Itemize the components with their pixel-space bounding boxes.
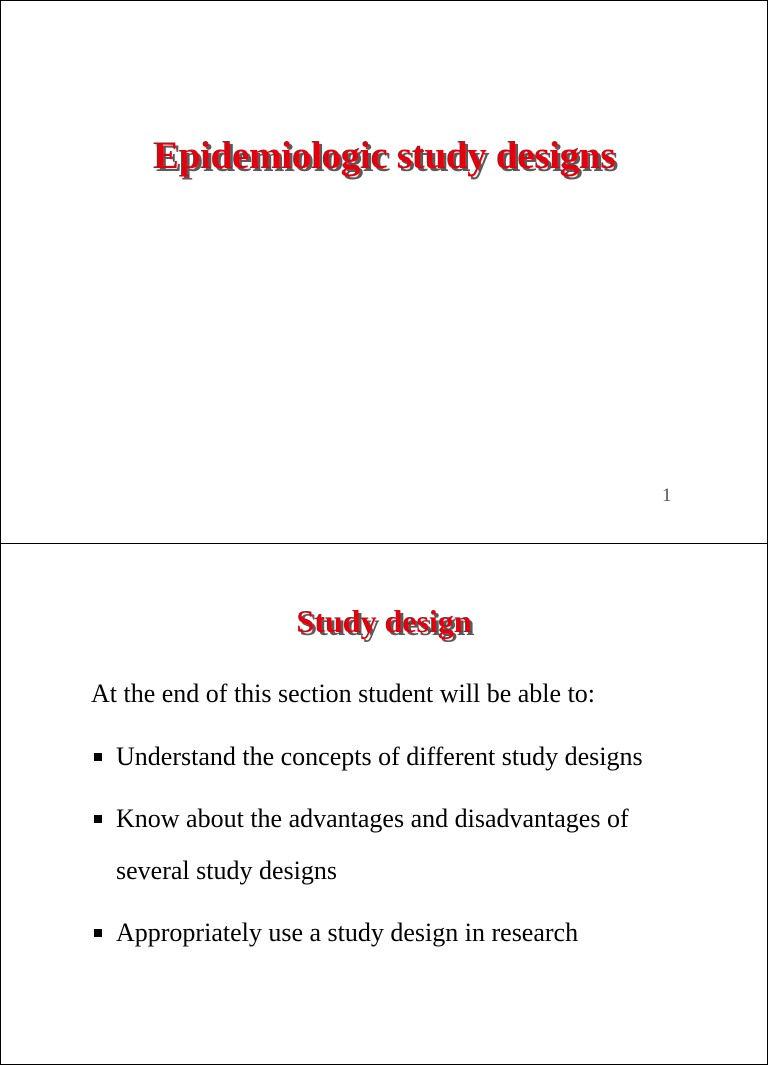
list-item bbox=[91, 731, 701, 783]
list-item-text: Understand the concepts of different study designs bbox=[116, 742, 643, 771]
square-bullet-icon bbox=[94, 815, 102, 823]
intro-text: At the end of this section student will be able to: bbox=[91, 679, 596, 708]
slide-title: Epidemiologic study designs bbox=[152, 134, 616, 177]
square-bullet-icon bbox=[94, 929, 102, 937]
slide-title: Study design bbox=[296, 603, 472, 639]
list-item-text: Appropriately use a study design in research bbox=[116, 918, 579, 947]
list-item bbox=[91, 907, 701, 959]
slide-2 bbox=[0, 543, 768, 1065]
list-item bbox=[91, 793, 701, 897]
list-item-text: Know about the advantages and disadvantages of several study designs bbox=[116, 804, 629, 885]
objectives-list bbox=[91, 731, 701, 969]
slide-number: 1 bbox=[662, 485, 672, 506]
square-bullet-icon bbox=[94, 753, 102, 761]
